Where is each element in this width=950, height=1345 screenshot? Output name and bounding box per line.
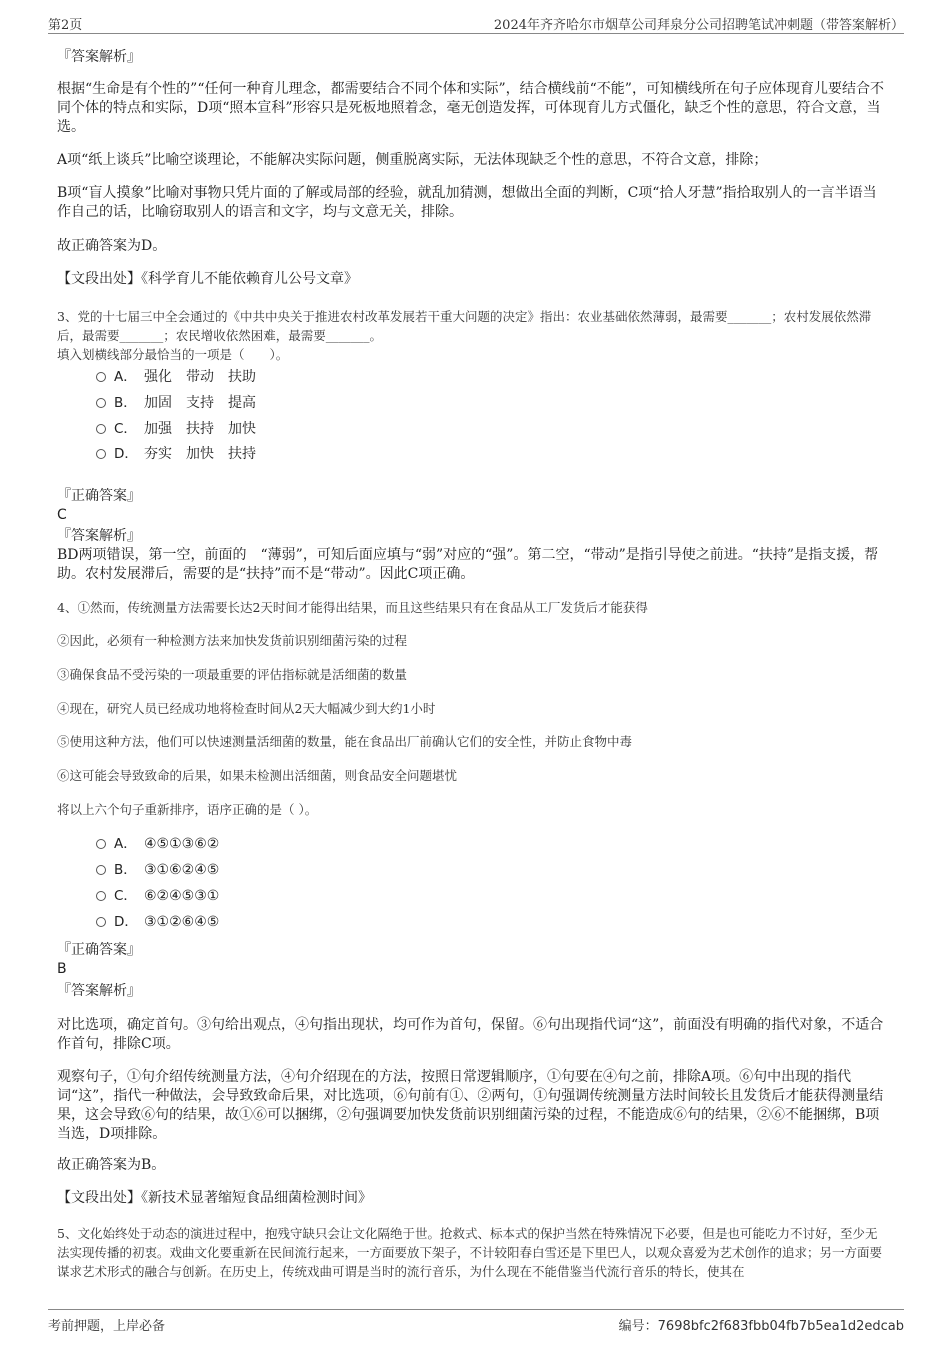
radio-icon[interactable] xyxy=(96,839,106,849)
q4-sentence-3: ③确保食品不受污染的一项最重要的评估指标就是活细菌的数量 xyxy=(57,667,408,682)
q4-correct-label: 『正确答案』 xyxy=(57,942,141,958)
q2-answer-summary: 故正确答案为D。 xyxy=(57,238,167,254)
q4-sentence-4: ④现在，研究人员已经成功地将检查时间从2天大幅减少到大约1小时 xyxy=(57,701,436,716)
q3-option-a[interactable]: A． 强化 带动 扶助 xyxy=(96,367,256,387)
q3-prompt: 填入划横线部分最恰当的一项是（ ）。 xyxy=(57,347,289,362)
radio-icon[interactable] xyxy=(96,449,106,459)
footer-slogan: 考前押题，上岸必备 xyxy=(48,1319,166,1334)
q3-correct-label: 『正确答案』 xyxy=(57,488,141,504)
page-number: 第2页 xyxy=(48,18,83,33)
q3-stem: 3、党的十七届三中全会通过的《中共中央关于推进农村改革发展若干重大问题的决定》指出：农业基础依然薄弱，最需要_______；农村发展依然滞后，最需要_______；农民增收依然困难，最需要_______。 xyxy=(57,309,872,343)
q2-analysis-p1: 根据“生命是有个性的”“任何一种育儿理念，都需要结合不同个体和实际”，结合横线前“不能”，可知横线所在句子应体现育儿要结合不同个体的特点和实际，D项“照本宣科”形容只是死板地照着念，毫无创造发挥，可体现育儿方式僵化，缺乏个性的意思，符合文意，当选。 xyxy=(57,81,884,135)
q3-analysis: BD两项错误，第一空，前面的 “薄弱”，可知后面应填与“弱”对应的“强”。第二空，“带动”是指引导使之前进。“扶持”是指支援，帮助。农村发展滞后，需要的是“扶持”而不是“带动”。因此C项正确。 xyxy=(57,547,879,582)
q2-analysis-p2: A项“纸上谈兵”比喻空谈理论，不能解决实际问题，侧重脱离实际，无法体现缺乏个性的意思，不符合文意，排除； xyxy=(57,152,768,168)
q2-source: 【文段出处】《科学育儿不能依赖育儿公号文章》 xyxy=(57,271,358,287)
q4-correct-answer: B xyxy=(57,961,67,977)
page-header xyxy=(48,12,904,34)
q4-analysis-p1: 对比选项，确定首句。③句给出观点，④句指出现状，均可作为首句，保留。⑥句出现指代词“这”，前面没有明确的指代对象，不适合作首句，排除C项。 xyxy=(57,1017,884,1052)
radio-icon[interactable] xyxy=(96,865,106,875)
q2-analysis-label: 『答案解析』 xyxy=(57,49,141,65)
radio-icon[interactable] xyxy=(96,917,106,927)
q4-answer-summary: 故正确答案为B。 xyxy=(57,1157,166,1173)
q3-analysis-label: 『答案解析』 xyxy=(57,528,141,544)
q4-prompt: 将以上六个句子重新排序，语序正确的是（ ）。 xyxy=(57,802,318,817)
q4-option-b[interactable]: B． ③①⑥②④⑤ xyxy=(96,860,219,880)
q4-option-a[interactable]: A． ④⑤①③⑥② xyxy=(96,834,219,854)
q4-option-d[interactable]: D． ③①②⑥④⑤ xyxy=(96,912,219,932)
document-title: 2024年齐齐哈尔市烟草公司拜泉分公司招聘笔试冲刺题（带答案解析） xyxy=(493,18,904,33)
q5-stem: 5、文化始终处于动态的演进过程中，抱残守缺只会让文化隔绝于世。抢救式、标本式的保护当然在特殊情况下必要，但是也可能吃力不讨好，至少无法实现传播的初衷。戏曲文化要重新在民间流行起来，一方面要放下架子，不计较阳春白雪还是下里巴人，以观众喜爱为艺术创作的追求；另一方面要谋求艺术形式的融合与创新。在历史上，传统戏曲可谓是当时的流行音乐，为什么现在不能借鉴当代流行音乐的特长，使其在 xyxy=(57,1226,883,1279)
q4-sentence-2: ②因此，必须有一种检测方法来加快发货前识别细菌污染的过程 xyxy=(57,633,408,648)
q2-analysis-p3: B项“盲人摸象”比喻对事物只凭片面的了解或局部的经验，就乱加猜测，想做出全面的判断，C项“拾人牙慧”指拾取别人的一言半语当作自己的话，比喻窃取别人的语言和文字，均与文意无关，排除。 xyxy=(57,185,877,220)
q4-analysis-p2: 观察句子，①句介绍传统测量方法，④句介绍现在的方法，按照日常逻辑顺序，①句要在④句之前，排除A项。⑥句中出现的指代词“这”，指代一种做法，会导致致命后果，对比选项，⑥句前有①、②两句，①句强调传统测量方法时间较长且发货后才能获得测量结果，这会导致⑥句的结果，故①⑥可以捆绑，②句强调要加快发货前识别细菌污染的过程，不能造成⑥句的结果，②⑥不能捆绑，B项当选，D项排除。 xyxy=(57,1069,884,1142)
q4-sentence-6: ⑥这可能会导致致命的后果，如果未检测出活细菌，则食品安全问题堪忧 xyxy=(57,768,458,783)
radio-icon[interactable] xyxy=(96,372,106,382)
q3-option-d[interactable]: D． 夯实 加快 扶持 xyxy=(96,444,256,464)
q3-correct-answer: C xyxy=(57,507,67,523)
q4-analysis-label: 『答案解析』 xyxy=(57,983,141,999)
radio-icon[interactable] xyxy=(96,398,106,408)
q4-sentence-5: ⑤使用这种方法，他们可以快速测量活细菌的数量，能在食品出厂前确认它们的安全性，并防止食物中毒 xyxy=(57,734,633,749)
q4-option-c[interactable]: C． ⑥②④⑤③① xyxy=(96,886,219,906)
q4-source: 【文段出处】《新技术显著缩短食品细菌检测时间》 xyxy=(57,1190,372,1206)
q3-option-c[interactable]: C． 加强 扶持 加快 xyxy=(96,419,256,439)
document-id: 编号：7698bfc2f683fbb04fb7b5ea1d2edcab xyxy=(618,1319,904,1334)
radio-icon[interactable] xyxy=(96,891,106,901)
q3-option-b[interactable]: B． 加固 支持 提高 xyxy=(96,393,256,413)
radio-icon[interactable] xyxy=(96,424,106,434)
q4-sentence-1: 4、①然而，传统测量方法需要长达2天时间才能得出结果，而且这些结果只有在食品从工厂发货后才能获得 xyxy=(57,600,648,615)
page-footer xyxy=(48,1309,904,1335)
